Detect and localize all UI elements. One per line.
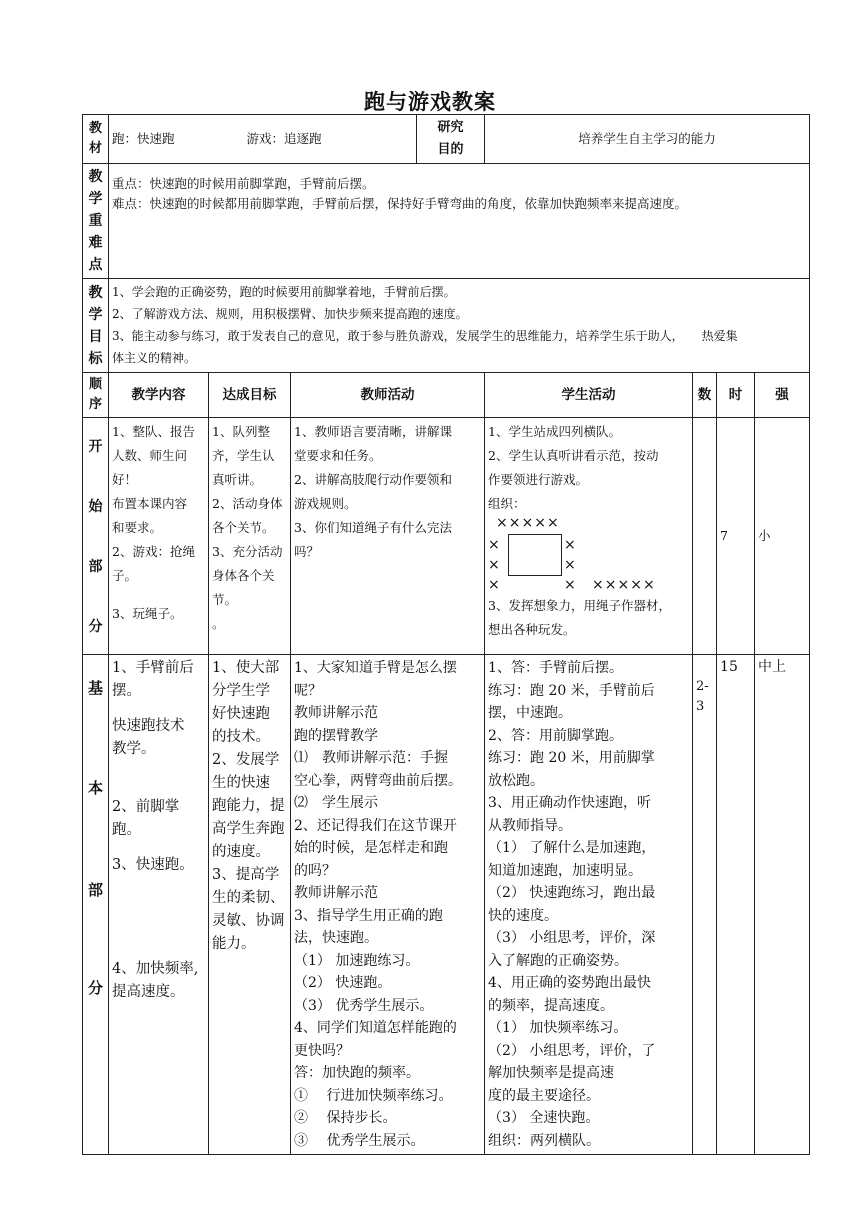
- basic-section-row: [83, 655, 810, 1155]
- lesson-plan-table: [82, 114, 810, 1155]
- basic-intensity: 中上: [755, 655, 810, 1155]
- header-student: 学生活动: [485, 373, 693, 418]
- difficulty-text: 难点：快速跑的时候都用前脚掌跑，手臂前后摆，保持好手臂弯曲的角度，依靠加快跑频率来提高速度。: [112, 196, 688, 211]
- basic-label: 基 本 部 分: [83, 655, 109, 1155]
- header-row: [83, 373, 810, 418]
- start-section-row: [83, 418, 810, 655]
- keypoints-content: [109, 164, 810, 279]
- formation-diagram: [488, 516, 689, 594]
- formation-left-1: ×: [488, 537, 500, 553]
- formation-left-3: ×: [488, 577, 500, 593]
- formation-right-1: ×: [564, 537, 576, 553]
- purpose-label: 研究目的: [437, 120, 464, 157]
- objective-line: 1、学会跑的正确姿势，跑的时候要用前脚掌着地，手臂前后摆。: [112, 285, 456, 299]
- formation-left-2: ×: [488, 557, 500, 573]
- keypoints-row: [83, 164, 810, 279]
- page-title: 跑与游戏教案: [364, 89, 496, 114]
- material-row: [83, 115, 810, 164]
- basic-count: 2- 3: [693, 655, 717, 1155]
- formation-box: [508, 534, 562, 576]
- basic-time: 15: [717, 655, 755, 1155]
- basic-goal: 1、使大部 分学生学 好快速跑 的技术。 2、发展学 生的快速 跑能力，提 高学生奔跑 的速度。 3、提高学 生的柔韧、 灵敏、协调 能力。: [209, 655, 291, 1155]
- start-goal: 1、队列整 齐，学生认 真听讲。 2、活动身体 各个关节。 3、充分活动 身体各个关 节。 。: [209, 418, 291, 655]
- header-teacher: 教师活动: [291, 373, 485, 418]
- header-intensity: 强: [755, 373, 810, 418]
- start-count: [693, 418, 717, 655]
- objectives-label: 教 学 目 标: [83, 279, 109, 373]
- start-label: 开 始 部 分: [83, 418, 109, 655]
- start-teacher: 1、教师语言要清晰，讲解课 堂要求和任务。 2、讲解高肢爬行动作要领和 游戏规则。 3、你们知道绳子有什么完法 吗？: [291, 418, 485, 655]
- material-game: 游戏：追逐跑: [246, 131, 322, 146]
- material-label: [83, 115, 109, 164]
- formation-right-3: ×: [564, 577, 576, 593]
- formation-top-row: ×××××: [496, 515, 560, 531]
- material-cell: [109, 115, 417, 164]
- start-student: 1、学生站成四列横队。 2、学生认真听讲看示范，按动 作要领进行游戏。 组织： ××××× × × × × × × ××××× 3、发挥想象力，用绳子作器材， 想出各种玩发。: [485, 418, 693, 655]
- basic-content: 1、手臂前后 摆。 快速跑技术 教学。 2、前脚掌跑。 3、快速跑。 4、加快频率, 提高速度。: [109, 655, 209, 1155]
- focus-text: 重点：快速跑的时候用前脚掌跑，手臂前后摆。: [112, 176, 375, 191]
- objective-line: 3、能主动参与练习，敢于发表自己的意见，敢于参与胜负游戏，发展学生的思维能力，培养学生乐于助人， 热爱集: [112, 329, 738, 343]
- formation-bottom-tail: ×××××: [592, 577, 656, 593]
- start-content: 1、整队、报告 人数、师生问 好！ 布置本课内容 和要求。 2、游戏：抢绳 子。 3、玩绳子。: [109, 418, 209, 655]
- objectives-row: [83, 279, 810, 373]
- header-content: 教学内容: [109, 373, 209, 418]
- purpose-label-cell: [417, 115, 485, 164]
- objective-line: 体主义的精神。: [112, 351, 197, 365]
- objectives-content: [109, 279, 810, 373]
- material-run: 跑：快速跑: [112, 131, 175, 146]
- formation-right-2: ×: [564, 557, 576, 573]
- header-count: 数: [693, 373, 717, 418]
- keypoints-label: 教 学 重 难 点: [83, 164, 109, 279]
- objective-line: 2、了解游戏方法、规则，用积极摆臂、加快步频来提高跑的速度。: [112, 307, 468, 321]
- start-time: 7: [717, 418, 755, 655]
- basic-student: 1、答：手臂前后摆。 练习：跑 20 米，手臂前后 摆，中速跑。 2、答：用前脚掌跑。 练习：跑 20 米，用前脚掌 放松跑。 3、用正确动作快速跑，听 从教师指导。 （1） 了解什么是加速跑， 知道加速跑，加速明显。 （2） 快速跑练习，跑出最 快的速度。 （3） 小组思考，评价，深 入了解跑的正确姿势。 4、用正确的姿势跑出最快 的频率，提高速度。 （1） 加快频率练习。 （2） 小组思考，评价，了 解加快频率是提高速 度的最主要途径。 （3） 全速快跑。 组织：两列横队。: [485, 655, 693, 1155]
- header-time: 时: [717, 373, 755, 418]
- start-intensity: 小: [755, 418, 810, 655]
- header-order: 顺序: [83, 373, 109, 418]
- header-goal: 达成目标: [209, 373, 291, 418]
- purpose-value: 培养学生自主学习的能力: [485, 115, 810, 164]
- material-label-text: 教材: [88, 121, 102, 156]
- basic-teacher: 1、大家知道手臂是怎么摆 呢？ 教师讲解示范 跑的摆臂教学 ⑴ 教师讲解示范：手握 空心拳，两臂弯曲前后摆。 ⑵ 学生展示 2、还记得我们在这节课开 始的时候，是怎样走和跑 的吗？ 教师讲解示范 3、指导学生用正确的跑 法，快速跑。 （1） 加速跑练习。 （2） 快速跑。 （3） 优秀学生展示。 4、同学们知道怎样能跑的 更快吗？ 答：加快跑的频率。 ① 行进加快频率练习。 ② 保持步长。 ③ 优秀学生展示。: [291, 655, 485, 1155]
